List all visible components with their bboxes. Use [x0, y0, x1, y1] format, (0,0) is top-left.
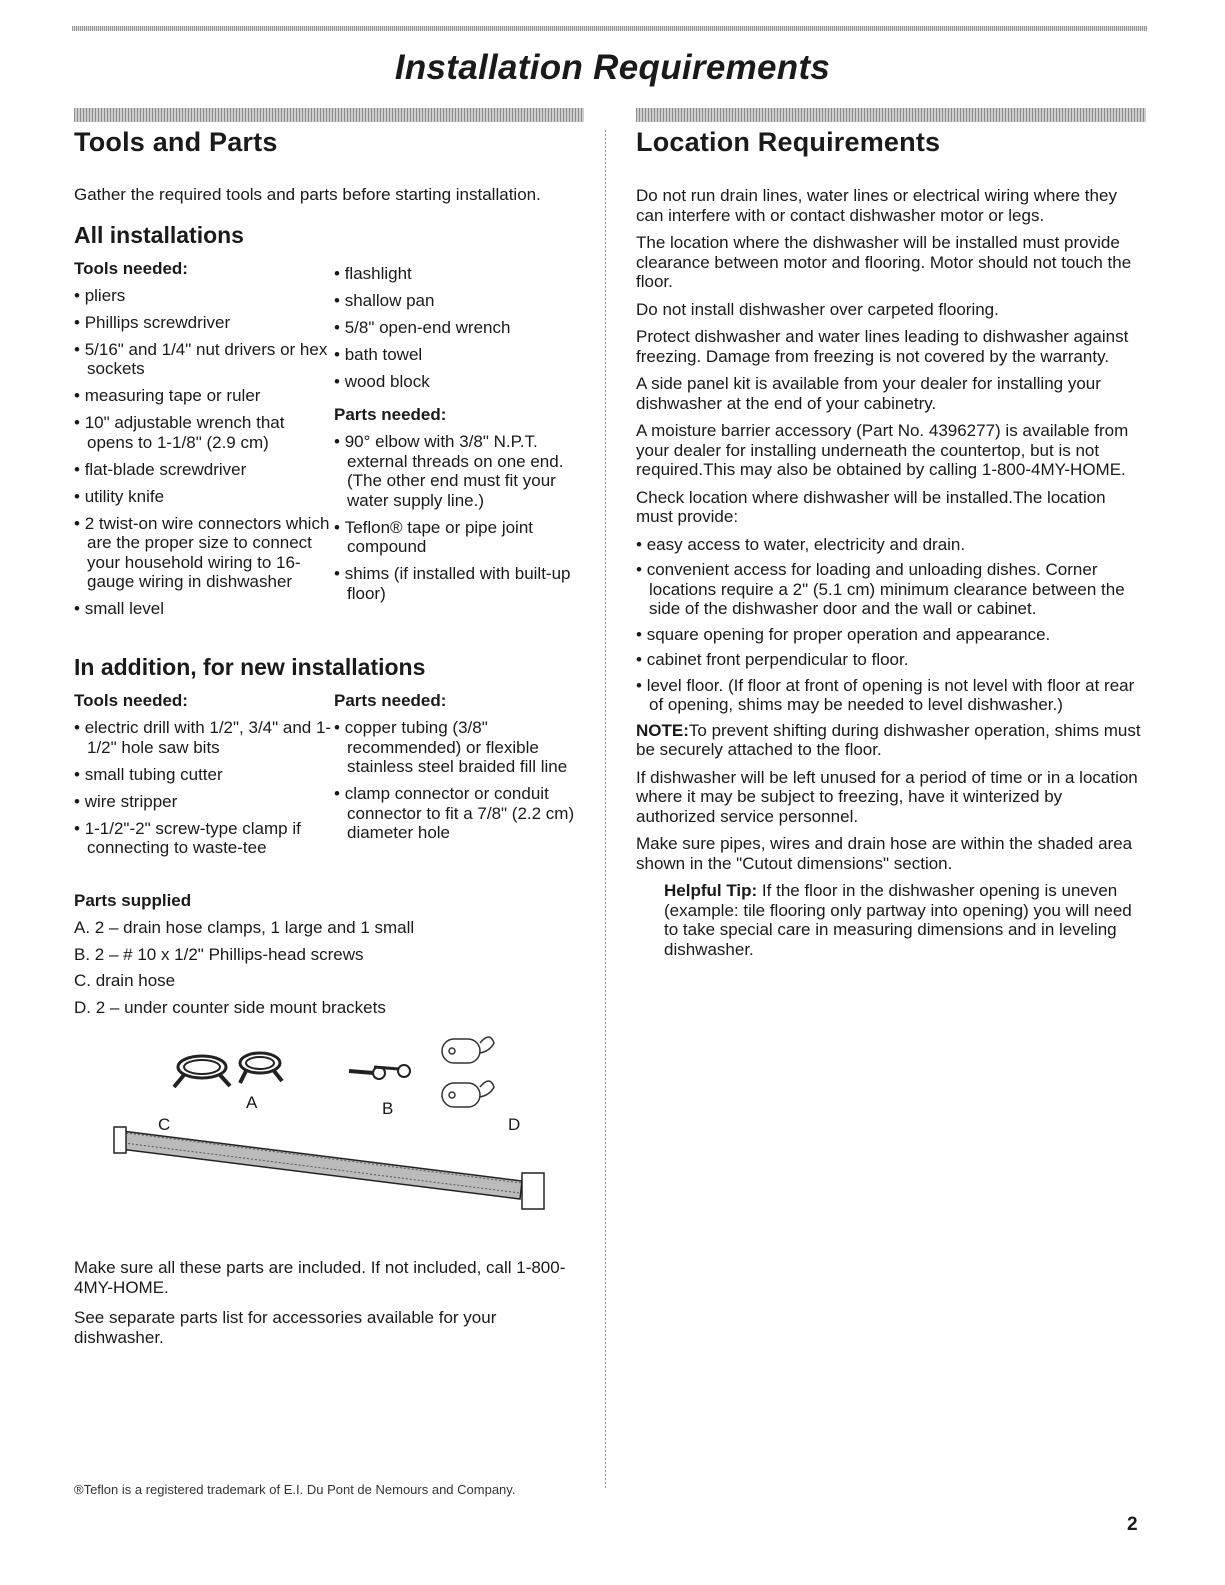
list-item: • small level	[74, 599, 334, 619]
paragraph: Do not install dishwasher over carpeted flooring.	[636, 299, 999, 319]
list-item: • Phillips screwdriver	[74, 313, 334, 333]
location-requirements-section	[636, 108, 1146, 967]
new-installations-lists	[74, 691, 584, 865]
list-item: • utility knife	[74, 487, 334, 507]
tools-needed-label: Tools needed:	[74, 691, 188, 710]
paragraph: Check location where dishwasher will be installed.The location must provide:	[636, 487, 1106, 526]
list-item: • 10" adjustable wrench that opens to 1-1/8" (2.9 cm)	[74, 413, 334, 452]
tip-text: If the floor in the dishwasher opening is uneven (example: tile flooring only partway into opening) you will need to take special care in measuring dimensions and in leveling dishwasher.	[664, 881, 1132, 959]
column-divider	[605, 130, 606, 1490]
list-item: • bath towel	[334, 345, 584, 365]
all-installations-heading: All installations	[74, 221, 244, 248]
paragraph: The location where the dishwasher will be installed must provide clearance between motor and flooring. Motor should not touch the floor.	[636, 233, 1132, 291]
list-item: • 5/8" open-end wrench	[334, 318, 584, 338]
note-text: To prevent shifting during dishwasher operation, shims must be securely attached to the floor.	[636, 720, 1141, 759]
list-item: • flashlight	[334, 264, 584, 284]
supplied-item: C. drain hose	[74, 971, 176, 990]
supplied-item: A. 2 – drain hose clamps, 1 large and 1 small	[74, 918, 415, 937]
after-text	[74, 1258, 584, 1347]
tools-list-continued	[334, 264, 584, 392]
supplied-item: B. 2 – # 10 x 1/2" Phillips-head screws	[74, 944, 364, 964]
list-item: • measuring tape or ruler	[74, 386, 334, 406]
all-installations-lists	[74, 259, 584, 627]
parts-list	[334, 432, 584, 603]
paragraph: Make sure pipes, wires and drain hose are within the shaded area shown in the "Cutout dimensions" section.	[636, 834, 1133, 873]
screws-drawing	[349, 1065, 410, 1079]
label-d: D	[508, 1115, 521, 1134]
list-item: • flat-blade screwdriver	[74, 460, 334, 480]
list-item: • convenient access for loading and unloading dishes. Corner locations require a 2" (5.1 cm) minimum clearance between the side of the dishwasher door and the wall or cabinet.	[636, 560, 1146, 619]
supplied-item: D. 2 – under counter side mount brackets	[74, 997, 386, 1017]
hose-clamps-drawing	[174, 1053, 282, 1087]
page-title: Installation Requirements	[394, 48, 831, 87]
parts-supplied	[74, 891, 584, 1017]
list-item: • shallow pan	[334, 291, 584, 311]
parts-needed-label: Parts needed:	[334, 691, 447, 710]
list-item: • level floor. (If floor at front of opening is not level with floor at rear of opening, shims may be needed to level dishwasher.)	[636, 676, 1146, 715]
location-list	[636, 535, 1146, 715]
parts-supplied-label: Parts supplied	[74, 891, 192, 910]
section-heading: Location Requirements	[636, 127, 941, 157]
page-number: 2	[1127, 1514, 1138, 1535]
top-rule	[72, 26, 1147, 31]
label-c: C	[158, 1115, 171, 1134]
section-bar	[74, 108, 584, 122]
tools-list	[74, 718, 334, 858]
footnote: ®Teflon is a registered trademark of E.I. Du Pont de Nemours and Company.	[74, 1482, 516, 1497]
parts-illustration	[74, 1031, 584, 1236]
list-item: • 5/16" and 1/4" nut drivers or hex sockets	[74, 340, 334, 379]
section-heading: Tools and Parts	[74, 127, 278, 157]
list-item: • wire stripper	[74, 792, 334, 812]
label-b: B	[382, 1099, 394, 1118]
list-item: • pliers	[74, 286, 334, 306]
intro-text: Gather the required tools and parts before starting installation.	[74, 185, 541, 204]
tools-list	[74, 286, 334, 619]
new-installations-heading: In addition, for new installations	[74, 654, 426, 680]
list-item: • shims (if installed with built-up floor)	[334, 564, 584, 603]
list-item: • 90° elbow with 3/8" N.P.T. external threads on one end. (The other end must fit your water supply line.)	[334, 432, 584, 510]
paragraph: Make sure all these parts are included. If not included, call 1-800-4MY-HOME.	[74, 1258, 566, 1297]
paragraph: A moisture barrier accessory (Part No. 4396277) is available from your dealer for installing underneath the countertop, but is not required.This may also be obtained by calling 1-800-4MY-HOME.	[636, 421, 1129, 479]
note-label: NOTE:	[636, 720, 689, 740]
paragraph: A side panel kit is available from your dealer for installing your dishwasher at the end of your cabinetry.	[636, 374, 1101, 413]
parts-list	[334, 718, 584, 843]
tip-label: Helpful Tip:	[664, 881, 758, 900]
list-item: • wood block	[334, 372, 584, 392]
tools-needed-label: Tools needed:	[74, 258, 188, 278]
paragraph: Protect dishwasher and water lines leading to dishwasher against freezing. Damage from freezing is not covered by the warranty.	[636, 327, 1129, 366]
helpful-tip	[636, 881, 1146, 959]
paragraph: See separate parts list for accessories available for your dishwasher.	[74, 1308, 497, 1347]
list-item: • Teflon® tape or pipe joint compound	[334, 518, 584, 557]
label-a: A	[246, 1093, 258, 1112]
list-item: • small tubing cutter	[74, 765, 334, 785]
list-item: • cabinet front perpendicular to floor.	[636, 650, 1146, 670]
paragraph: If dishwasher will be left unused for a period of time or in a location where it may be subject to freezing, have it winterized by authorized service personnel.	[636, 767, 1138, 826]
list-item: • 1-1/2"-2" screw-type clamp if connecting to waste-tee	[74, 819, 334, 858]
list-item: • easy access to water, electricity and drain.	[636, 535, 1146, 555]
list-item: • copper tubing (3/8" recommended) or flexible stainless steel braided fill line	[334, 718, 584, 777]
paragraph: Do not run drain lines, water lines or electrical wiring where they can interfere with or contact dishwasher motor or legs.	[636, 186, 1117, 225]
tools-and-parts-section	[74, 108, 584, 1358]
list-item: • 2 twist-on wire connectors which are the proper size to connect your household wiring to 16-gauge wiring in dishwasher	[74, 514, 334, 592]
brackets-drawing	[442, 1037, 494, 1107]
drain-hose-drawing	[114, 1127, 544, 1209]
parts-needed-label: Parts needed:	[334, 405, 447, 424]
note	[636, 721, 1146, 760]
list-item: • clamp connector or conduit connector to fit a 7/8" (2.2 cm) diameter hole	[334, 784, 584, 843]
list-item: • square opening for proper operation and appearance.	[636, 625, 1146, 645]
section-bar	[636, 108, 1146, 122]
list-item: • electric drill with 1/2", 3/4" and 1-1/2" hole saw bits	[74, 718, 334, 757]
